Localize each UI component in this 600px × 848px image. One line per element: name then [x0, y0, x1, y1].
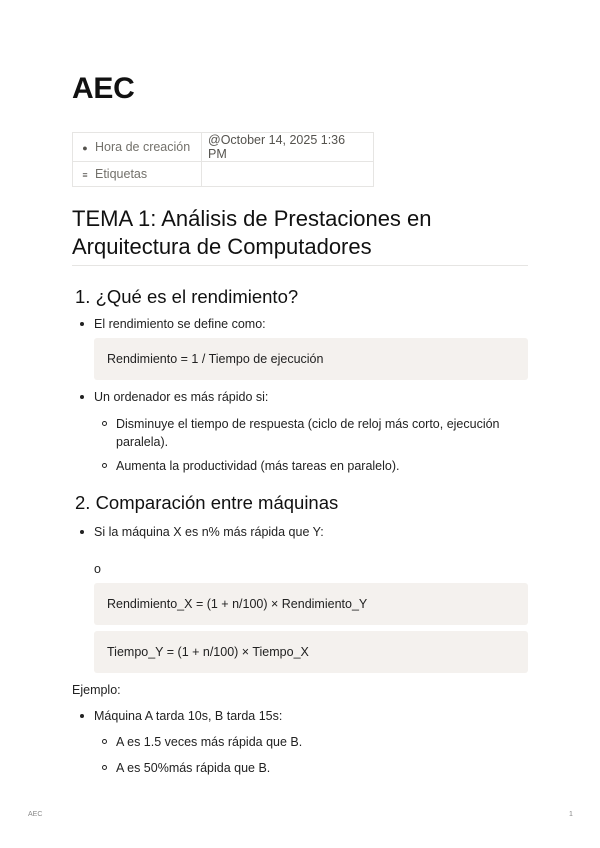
list-icon: ≡: [82, 170, 88, 180]
page-number: 1: [569, 811, 573, 818]
circle-bullet-icon: [102, 421, 107, 426]
circle-bullet-icon: [102, 765, 107, 770]
properties-table: [72, 132, 374, 187]
clock-icon: ●: [82, 143, 88, 153]
property-label: Hora de creación: [95, 140, 191, 154]
page-title: AEC: [72, 72, 135, 105]
paragraph: Ejemplo:: [72, 683, 121, 697]
code-block: Rendimiento_X = (1 + n/100) × Rendimiento_Y: [94, 583, 528, 625]
property-value[interactable]: @October 14, 2025 1:36 PM: [202, 133, 374, 162]
property-row-created: [73, 133, 374, 162]
code-block: Tiempo_Y = (1 + n/100) × Tiempo_X: [94, 631, 528, 673]
bullet-icon: [80, 395, 84, 399]
property-row-tags: [73, 162, 374, 187]
bullet-icon: [80, 530, 84, 534]
code-block: Rendimiento = 1 / Tiempo de ejecución: [94, 338, 528, 380]
heading-1: TEMA 1: Análisis de Prestaciones en Arquitectura de Computadores: [72, 205, 528, 266]
heading-2: 1. ¿Qué es el rendimiento?: [75, 286, 299, 307]
circle-bullet-icon: [102, 463, 107, 468]
bullet-icon: [80, 322, 84, 326]
property-label: Etiquetas: [95, 167, 148, 181]
heading-2: 2. Comparación entre máquinas: [75, 492, 339, 513]
footer-title: AEC: [28, 811, 43, 818]
property-value[interactable]: [202, 162, 374, 187]
circle-bullet-icon: [102, 739, 107, 744]
bullet-icon: [80, 714, 84, 718]
paragraph: o: [94, 562, 101, 576]
